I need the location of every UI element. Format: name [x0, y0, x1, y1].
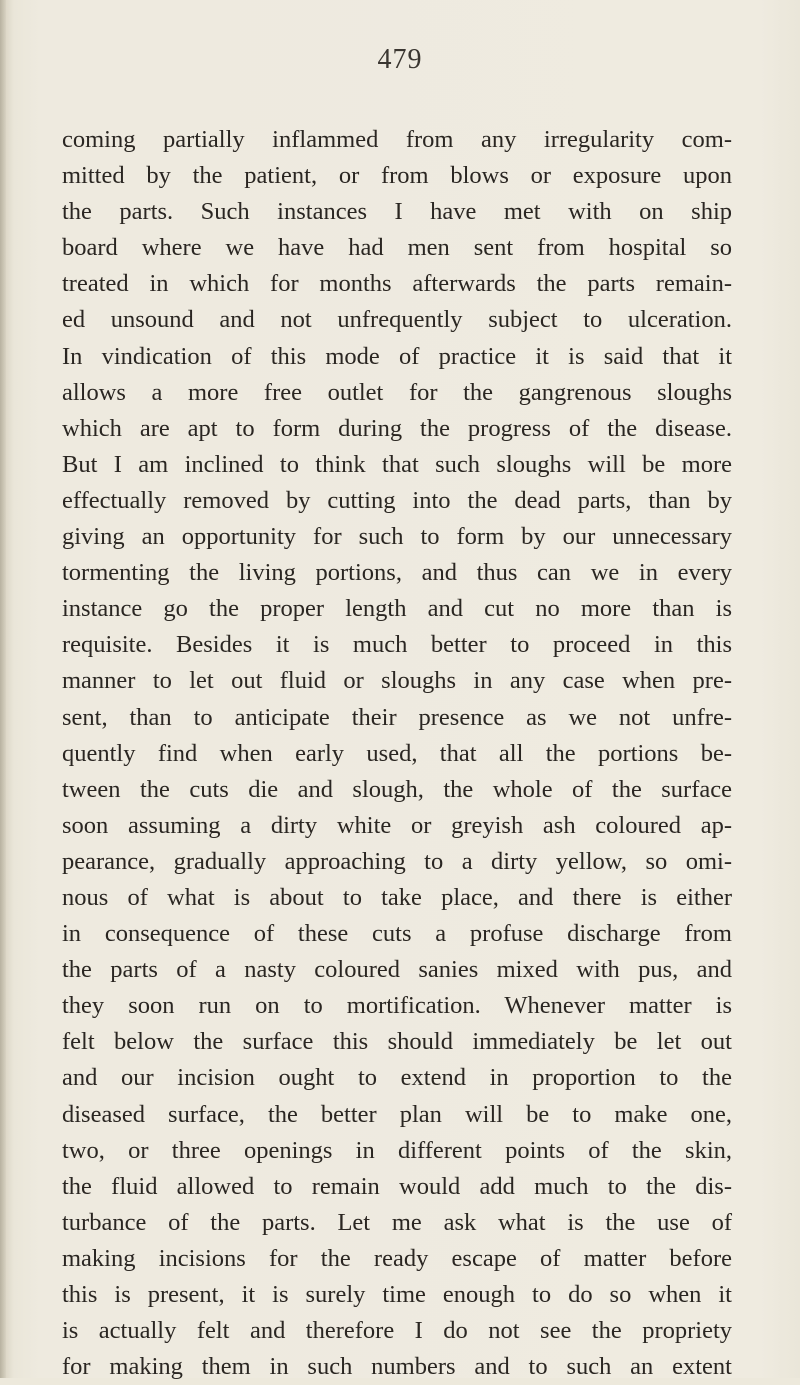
text-line: sent, than to anticipate their presence as we not unfre- — [62, 703, 732, 731]
text-line: they soon run on to mortification. Whenever matter is — [62, 992, 732, 1020]
text-line: and our incision ought to extend in proportion to the — [62, 1064, 732, 1092]
text-line: making incisions for the ready escape of matter before — [62, 1244, 732, 1272]
binding-gutter-shadow — [0, 0, 6, 1378]
text-line: But I am inclined to think that such sloughs will be more — [62, 450, 732, 478]
text-line: board where we have had men sent from hospital so — [62, 234, 732, 262]
text-line: mitted by the patient, or from blows or exposure upon — [62, 162, 732, 190]
text-line: tormenting the living portions, and thus can we in every — [62, 559, 732, 587]
text-line: manner to let out fluid or sloughs in any case when pre- — [62, 667, 732, 695]
body-text — [62, 122, 732, 1385]
text-line: this is present, it is surely time enough to do so when it — [62, 1281, 732, 1308]
text-line: giving an opportunity for such to form by our unnecessary — [62, 523, 732, 551]
text-line: In vindication of this mode of practice it is said that it — [62, 342, 732, 370]
text-line: nous of what is about to take place, and there is either — [62, 883, 732, 911]
text-line: in consequence of these cuts a profuse discharge from — [62, 920, 732, 948]
text-line: instance go the proper length and cut no more than is — [62, 595, 732, 623]
text-line: the parts of a nasty coloured sanies mixed with pus, and — [62, 956, 732, 984]
text-line: effectually removed by cutting into the dead parts, than by — [62, 486, 732, 514]
text-line: tween the cuts die and slough, the whole of the surface — [62, 775, 732, 803]
text-line: the parts. Such instances I have met with on ship — [62, 198, 732, 226]
text-line: ed unsound and not unfrequently subject to ulceration. — [62, 306, 732, 334]
text-line: quently find when early used, that all the portions be- — [62, 739, 732, 767]
text-line: which are apt to form during the progress of the disease. — [62, 414, 732, 442]
text-line: for making them in such numbers and to such an extent — [62, 1353, 732, 1381]
text-line: is actually felt and therefore I do not see the propriety — [62, 1317, 732, 1345]
text-line: turbance of the parts. Let me ask what is the use of — [62, 1208, 732, 1236]
text-line: soon assuming a dirty white or greyish ash coloured ap- — [62, 811, 732, 839]
text-line: two, or three openings in different points of the skin, — [62, 1136, 732, 1164]
text-line: allows a more free outlet for the gangrenous sloughs — [62, 378, 732, 406]
page-number: 479 — [377, 44, 423, 75]
text-line: treated in which for months afterwards the parts remain- — [62, 270, 732, 298]
text-line: the fluid allowed to remain would add much to the dis- — [62, 1172, 732, 1200]
text-line: pearance, gradually approaching to a dirty yellow, so omi- — [62, 847, 732, 875]
text-line: diseased surface, the better plan will be to make one, — [62, 1100, 732, 1128]
text-line: requisite. Besides it is much better to proceed in this — [62, 631, 732, 659]
text-line: felt below the surface this should immediately be let out — [62, 1028, 732, 1056]
text-line: coming partially inflammed from any irregularity com- — [62, 126, 732, 153]
